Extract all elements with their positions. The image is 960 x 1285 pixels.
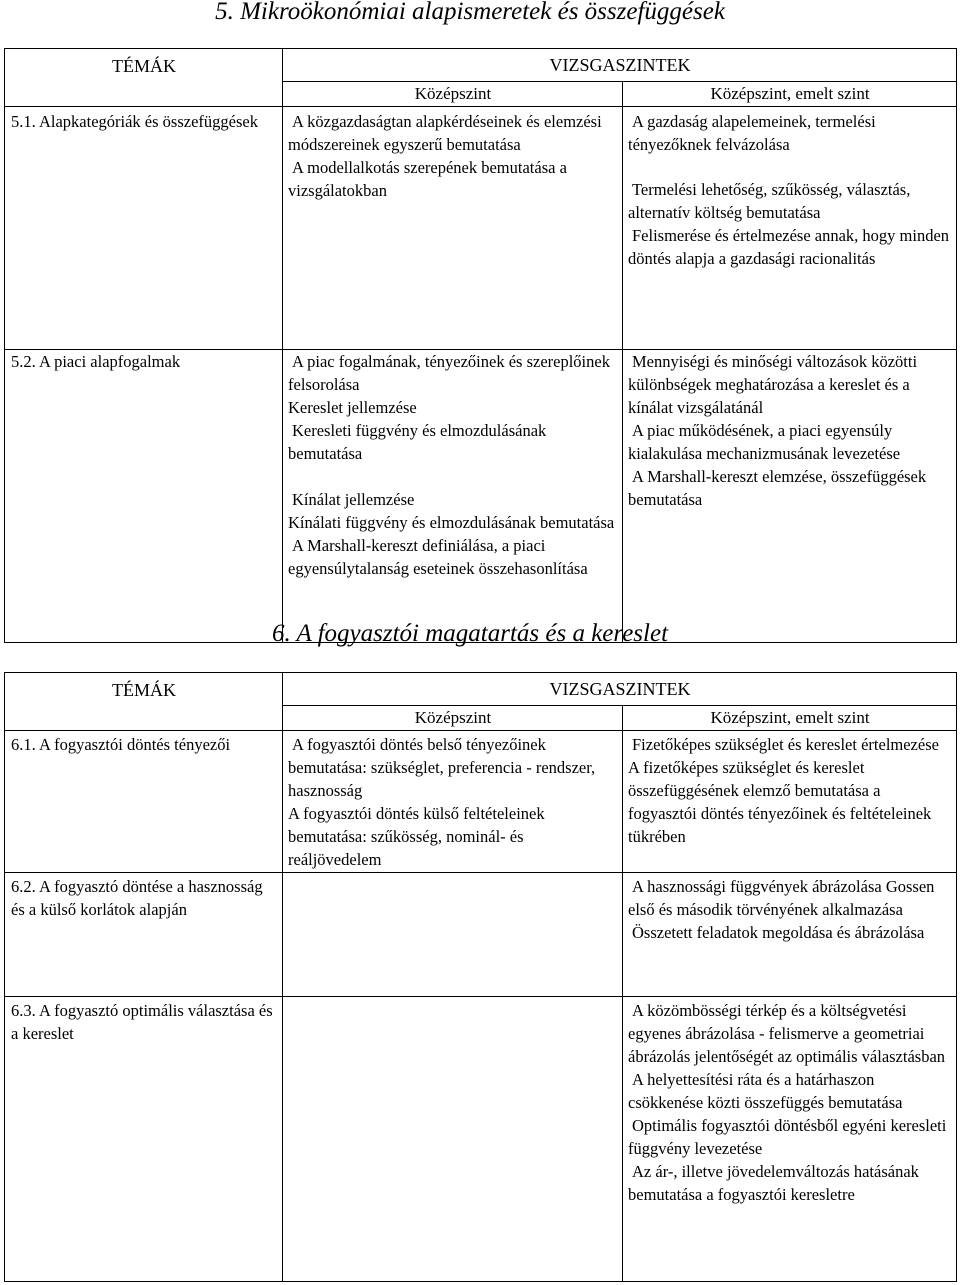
- topic-6-1: 6.1. A fogyasztói döntés tényezői: [5, 731, 283, 873]
- topic-6-3-mid: [283, 997, 623, 1282]
- advanced-level-header: Középszint, emelt szint: [623, 706, 957, 731]
- topic-6-1-mid: [283, 731, 623, 873]
- mid-item: A piac fogalmának, tényezőinek és szereplőinek felsorolása: [288, 352, 610, 394]
- mid-item: A közgazdaságtan alapkérdéseinek és elemzési módszereinek egyszerű bemutatása: [288, 112, 602, 154]
- topic-5-1-advanced: [623, 107, 957, 350]
- exam-levels-header: VIZSGASZINTEK: [283, 49, 957, 82]
- topic-6-3-advanced: [623, 997, 957, 1282]
- mid-item: Kínálat jellemzése: [292, 490, 415, 509]
- topic-6-2-mid: [283, 873, 623, 997]
- topic-5-1-mid: [283, 107, 623, 350]
- advanced-item: Felismerése és értelmezése annak, hogy minden döntés alapja a gazdasági racionalitás: [628, 226, 950, 268]
- advanced-item: A helyettesítési ráta és a határhaszon csökkenése közti összefüggés bemutatása: [628, 1070, 903, 1112]
- advanced-item: A Marshall-kereszt elemzése, összefüggések bemutatása: [628, 467, 927, 509]
- exam-levels-header: VIZSGASZINTEK: [283, 673, 957, 706]
- advanced-item: Fizetőképes szükséglet és kereslet értelmezése: [632, 735, 939, 754]
- section-5-title: 5. Mikroökonómiai alapismeretek és összefüggések: [215, 0, 725, 25]
- topic-5-2-mid: [283, 350, 623, 643]
- mid-item: A modellalkotás szerepének bemutatása a vizsgálatokban: [288, 158, 567, 200]
- themes-header: TÉMÁK: [5, 49, 283, 107]
- mid-item: Kereslet jellemzése: [288, 398, 417, 417]
- mid-item: A Marshall-kereszt definiálása, a piaci egyensúlytalanság eseteinek összehasonlítása: [288, 536, 588, 578]
- advanced-item: Optimális fogyasztói döntésből egyéni keresleti függvény levezetése: [628, 1116, 947, 1158]
- advanced-item: A fizetőképes szükséglet és kereslet összefüggésének elemző bemutatása a fogyasztói döntés tényezőinek és feltételeinek tükrében: [628, 758, 932, 846]
- topic-6-3: 6.3. A fogyasztó optimális választása és a kereslet: [5, 997, 283, 1282]
- advanced-item: A közömbösségi térkép és a költségvetési egyenes ábrázolása - felismerve a geometriai ábrázolás jelentőségét az optimális választásban: [628, 1001, 946, 1066]
- advanced-item: Az ár-, illetve jövedelemváltozás hatásának bemutatása a fogyasztói keresletre: [628, 1162, 919, 1204]
- themes-header: TÉMÁK: [5, 673, 283, 731]
- advanced-item: A gazdaság alapelemeinek, termelési tényezőknek felvázolása: [628, 112, 876, 154]
- mid-level-header: Középszint: [283, 706, 623, 731]
- advanced-level-header: Középszint, emelt szint: [623, 82, 957, 107]
- advanced-item: Mennyiségi és minőségi változások közötti különbségek meghatározása a kereslet és a kínálat vizsgálatánál: [628, 352, 918, 417]
- topic-6-2-advanced: [623, 873, 957, 997]
- section-6-table: [4, 672, 957, 1282]
- mid-item: Keresleti függvény és elmozdulásának bemutatása: [288, 421, 547, 463]
- topic-5-2: 5.2. A piaci alapfogalmak: [5, 350, 283, 643]
- advanced-item: A piac működésének, a piaci egyensúly kialakulása mechanizmusának levezetése: [628, 421, 901, 463]
- topic-6-2: 6.2. A fogyasztó döntése a hasznosság és a külső korlátok alapján: [5, 873, 283, 997]
- advanced-item: Összetett feladatok megoldása és ábrázolása: [632, 923, 925, 942]
- section-5-table: [4, 48, 957, 643]
- mid-level-header: Középszint: [283, 82, 623, 107]
- section-6-title: 6. A fogyasztói magatartás és a kereslet: [271, 620, 669, 647]
- topic-6-1-advanced: [623, 731, 957, 873]
- topic-5-1: 5.1. Alapkategóriák és összefüggések: [5, 107, 283, 350]
- mid-item: Kínálati függvény és elmozdulásának bemutatása: [288, 513, 615, 532]
- topic-5-2-advanced: [623, 350, 957, 643]
- mid-item: A fogyasztói döntés külső feltételeinek bemutatása: szűkösség, nominál- és reáljövedelem: [288, 804, 545, 869]
- advanced-item: Termelési lehetőség, szűkösség, választás, alternatív költség bemutatása: [628, 180, 911, 222]
- advanced-item: A hasznossági függvények ábrázolása Gossen első és második törvényének alkalmazása: [628, 877, 935, 919]
- mid-item: A fogyasztói döntés belső tényezőinek bemutatása: szükséglet, preferencia - rendszer, hasznosság: [288, 735, 596, 800]
